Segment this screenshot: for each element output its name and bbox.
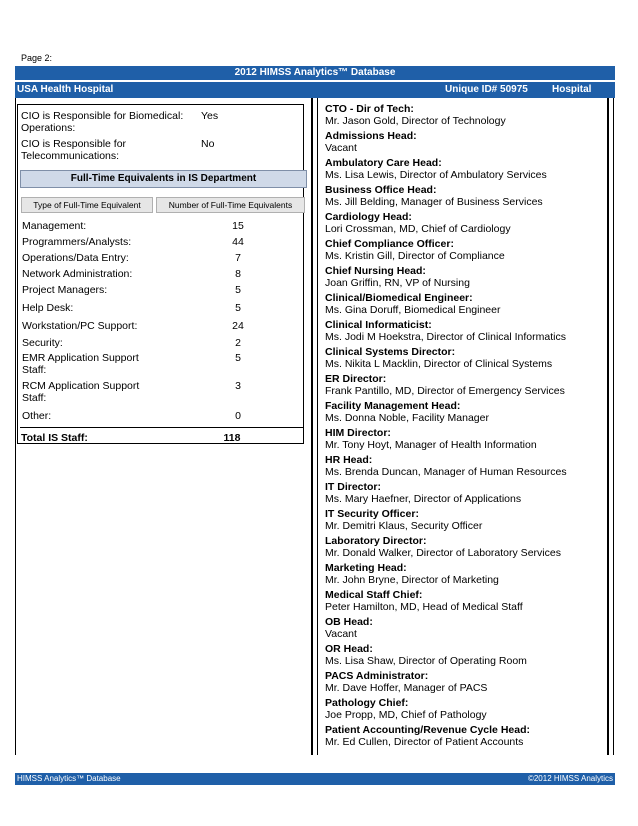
fte-row-label — [22, 252, 172, 264]
cio-telecom-value: No — [201, 138, 215, 150]
contact-name: Vacant — [325, 142, 357, 154]
total-label: Total IS Staff: — [21, 432, 88, 444]
contact-name: Ms. Lisa Lewis, Director of Ambulatory Services — [325, 169, 547, 181]
contact-entry — [325, 670, 610, 694]
contact-title: Ambulatory Care Head: — [325, 157, 442, 169]
fte-row-label — [22, 380, 172, 404]
contact-title: OR Head: — [325, 643, 373, 655]
unique-id: Unique ID# 50975 — [445, 84, 528, 95]
contact-name: Lori Crossman, MD, Chief of Cardiology — [325, 223, 511, 235]
contact-entry — [325, 157, 610, 181]
fte-row-label-line1: Workstation/PC Support: — [22, 320, 138, 332]
fte-row-label-line2: Staff: — [22, 364, 47, 376]
contact-title: CTO - Dir of Tech: — [325, 103, 414, 115]
fte-row-label — [22, 320, 172, 332]
contact-entry — [325, 211, 610, 235]
database-title-bar: 2012 HIMSS Analytics™ Database — [15, 66, 615, 80]
contact-entry — [325, 427, 610, 451]
cio-telecom-label — [21, 138, 126, 162]
contact-name: Ms. Kristin Gill, Director of Compliance — [325, 250, 505, 262]
fte-row-label — [22, 284, 172, 296]
contact-name: Ms. Nikita L Macklin, Director of Clinical Systems — [325, 358, 553, 370]
contact-title: Medical Staff Chief: — [325, 589, 423, 601]
fte-col-type: Type of Full-Time Equivalent — [21, 197, 153, 213]
fte-row-value: 15 — [232, 220, 244, 232]
fte-row-value: 5 — [235, 284, 241, 296]
contact-name: Ms. Jill Belding, Manager of Business Services — [325, 196, 543, 208]
contact-name: Ms. Donna Noble, Facility Manager — [325, 412, 489, 424]
fte-row-value: 3 — [235, 380, 241, 392]
contact-title: Chief Nursing Head: — [325, 265, 426, 277]
contact-entry — [325, 238, 610, 262]
fte-section-title: Full-Time Equivalents in IS Department — [20, 170, 307, 188]
fte-row-label — [22, 302, 172, 314]
contact-title: OB Head: — [325, 616, 373, 628]
contact-name: Vacant — [325, 628, 357, 640]
contact-entry — [325, 346, 610, 370]
contact-entry — [325, 184, 610, 208]
contact-entry — [325, 265, 610, 289]
contact-title: IT Security Officer: — [325, 508, 419, 520]
contact-title: Laboratory Director: — [325, 535, 427, 547]
contact-title: Patient Accounting/Revenue Cycle Head: — [325, 724, 530, 736]
contact-name: Mr. Dave Hoffer, Manager of PACS — [325, 682, 488, 694]
contact-title: ER Director: — [325, 373, 387, 385]
contact-name: Joe Propp, MD, Chief of Pathology — [325, 709, 487, 721]
footer-bar — [15, 773, 615, 785]
fte-row-label — [22, 236, 172, 248]
contact-title: Admissions Head: — [325, 130, 417, 142]
contact-title: Cardiology Head: — [325, 211, 412, 223]
cio-telecom-label-1: CIO is Responsible for — [21, 138, 127, 150]
fte-row-label-line1: Other: — [22, 410, 52, 422]
fte-row-value: 5 — [235, 302, 241, 314]
contact-name: Mr. Demitri Klaus, Security Officer — [325, 520, 483, 532]
contact-entry — [325, 400, 610, 424]
contact-name: Mr. John Bryne, Director of Marketing — [325, 574, 499, 586]
contact-name: Mr. Ed Cullen, Director of Patient Accounts — [325, 736, 524, 748]
contact-name: Ms. Brenda Duncan, Manager of Human Resources — [325, 466, 567, 478]
fte-row-label-line2: Staff: — [22, 392, 47, 404]
fte-col-number: Number of Full-Time Equivalents — [156, 197, 305, 213]
fte-row-label-line1: Project Managers: — [22, 284, 108, 296]
contact-name: Ms. Gina Doruff, Biomedical Engineer — [325, 304, 501, 316]
contact-title: Facility Management Head: — [325, 400, 461, 412]
cio-telecom-label-2: Telecommunications: — [21, 150, 120, 162]
contact-entry — [325, 616, 610, 640]
contact-entry — [325, 643, 610, 667]
contact-name: Frank Pantillo, MD, Director of Emergency Services — [325, 385, 565, 397]
fte-row-value: 8 — [235, 268, 241, 280]
fte-row-label — [22, 337, 172, 349]
profile-label: Hospital Profile — [552, 84, 592, 111]
contact-title: Marketing Head: — [325, 562, 407, 574]
fte-row-label-line1: RCM Application Support — [22, 380, 140, 392]
contact-entry — [325, 292, 610, 316]
contact-name: Ms. Mary Haefner, Director of Applications — [325, 493, 522, 505]
contact-entry — [325, 535, 610, 559]
contact-name: Mr. Jason Gold, Director of Technology — [325, 115, 506, 127]
fte-row-value: 2 — [235, 337, 241, 349]
contact-title: HIM Director: — [325, 427, 391, 439]
left-border — [15, 98, 16, 755]
total-value: 118 — [223, 432, 241, 444]
contact-entry — [325, 130, 610, 154]
cio-biomedical-label-2: Operations: — [21, 122, 76, 134]
middle-divider-a — [311, 98, 313, 755]
cio-biomedical-label-1: CIO is Responsible for Biomedical: — [21, 110, 184, 122]
footer-left: HIMSS Analytics™ Database — [17, 774, 121, 783]
contact-entry — [325, 508, 610, 532]
contact-name: Joan Griffin, RN, VP of Nursing — [325, 277, 470, 289]
fte-row-label — [22, 268, 172, 280]
fte-row-label-line1: Help Desk: — [22, 302, 74, 314]
contact-entry — [325, 562, 610, 586]
contact-title: HR Head: — [325, 454, 373, 466]
contact-entry — [325, 724, 610, 748]
total-divider — [20, 427, 304, 428]
fte-row-label-line1: Programmers/Analysts: — [22, 236, 132, 248]
fte-row-label-line1: Operations/Data Entry: — [22, 252, 129, 264]
fte-row-value: 44 — [232, 236, 244, 248]
fte-row-label — [22, 220, 172, 232]
fte-row-label — [22, 352, 172, 376]
contact-entry — [325, 454, 610, 478]
contact-name: Peter Hamilton, MD, Head of Medical Staff — [325, 601, 523, 613]
fte-row-value: 7 — [235, 252, 241, 264]
contact-title: Business Office Head: — [325, 184, 437, 196]
middle-divider-b — [317, 98, 318, 755]
fte-row-value: 24 — [232, 320, 244, 332]
contact-title: Clinical Systems Director: — [325, 346, 456, 358]
cio-biomedical-value: Yes — [201, 110, 219, 122]
fte-row-label-line1: Security: — [22, 337, 63, 349]
fte-row-value: 5 — [235, 352, 241, 364]
contact-entry — [325, 697, 610, 721]
fte-row-label-line1: Network Administration: — [22, 268, 133, 280]
contact-name: Mr. Donald Walker, Director of Laboratory Services — [325, 547, 561, 559]
contact-title: IT Director: — [325, 481, 382, 493]
contact-title: Clinical Informaticist: — [325, 319, 432, 331]
contact-entry — [325, 589, 610, 613]
fte-row-value: 0 — [235, 410, 241, 422]
contact-title: PACS Administrator: — [325, 670, 429, 682]
contact-name: Ms. Jodi M Hoekstra, Director of Clinical Informatics — [325, 331, 566, 343]
contact-title: Clinical/Biomedical Engineer: — [325, 292, 473, 304]
fte-row-label-line1: Management: — [22, 220, 87, 232]
page-number: Page 2: — [21, 53, 53, 63]
contact-title: Chief Compliance Officer: — [325, 238, 454, 250]
fte-row-label-line1: EMR Application Support — [22, 352, 139, 364]
hospital-name: USA Health Hospital — [17, 84, 114, 95]
contact-entry — [325, 481, 610, 505]
contact-entry — [325, 373, 610, 397]
contact-title: Pathology Chief: — [325, 697, 409, 709]
cio-biomedical-label — [21, 110, 183, 134]
contact-name: Ms. Lisa Shaw, Director of Operating Room — [325, 655, 527, 667]
contact-entry — [325, 319, 610, 343]
fte-row-label — [22, 410, 172, 422]
footer-right: ©2012 HIMSS Analytics — [527, 774, 613, 783]
contact-entry — [325, 103, 610, 127]
contact-name: Mr. Tony Hoyt, Manager of Health Information — [325, 439, 537, 451]
right-border-b — [613, 98, 614, 755]
